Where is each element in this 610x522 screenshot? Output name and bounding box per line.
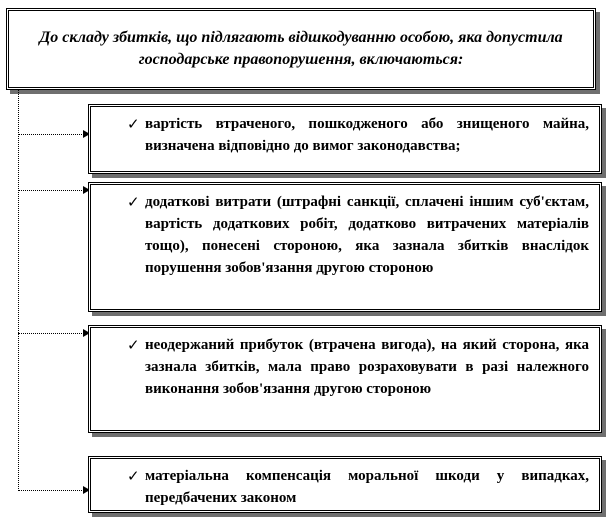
connector-arrow-1	[18, 134, 88, 135]
check-icon: ✓	[127, 115, 140, 133]
connector-arrow-2	[18, 190, 88, 191]
connector-trunk	[18, 90, 19, 491]
connector-arrow-3	[18, 333, 88, 334]
item-text-2: додаткові витрати (штрафні санкції, сплачені іншим суб'єктам, вартість додаткових робіт, додатково витрачених матеріалів тощо), понесені стороною, яка зазнала збитків внаслідок порушення зобов'язання другою стороною	[145, 194, 589, 276]
item-box-2	[88, 182, 602, 312]
item-box-4	[88, 456, 602, 513]
item-box-3	[88, 325, 602, 433]
item-text-4: матеріальна компенсація моральної шкоди у випадках, передбачених законом	[145, 468, 589, 506]
connector-arrow-4	[18, 490, 88, 491]
header-title: До складу збитків, що підлягають відшкодуванню особою, яка допустила господарське правопорушення, включаються:	[39, 29, 563, 68]
item-text-3: неодержаний прибуток (втрачена вигода), на який сторона, яка зазнала збитків, мала право розраховувати в разі належного виконання зобов'язання другою стороною	[145, 337, 589, 397]
item-text-1: вартість втраченого, пошкодженого або знищеного майна, визначена відповідно до вимог законодавства;	[145, 116, 589, 154]
check-icon: ✓	[127, 336, 140, 354]
header-box	[6, 8, 596, 90]
check-icon: ✓	[127, 193, 140, 211]
check-icon: ✓	[127, 467, 140, 485]
item-box-1	[88, 104, 602, 174]
